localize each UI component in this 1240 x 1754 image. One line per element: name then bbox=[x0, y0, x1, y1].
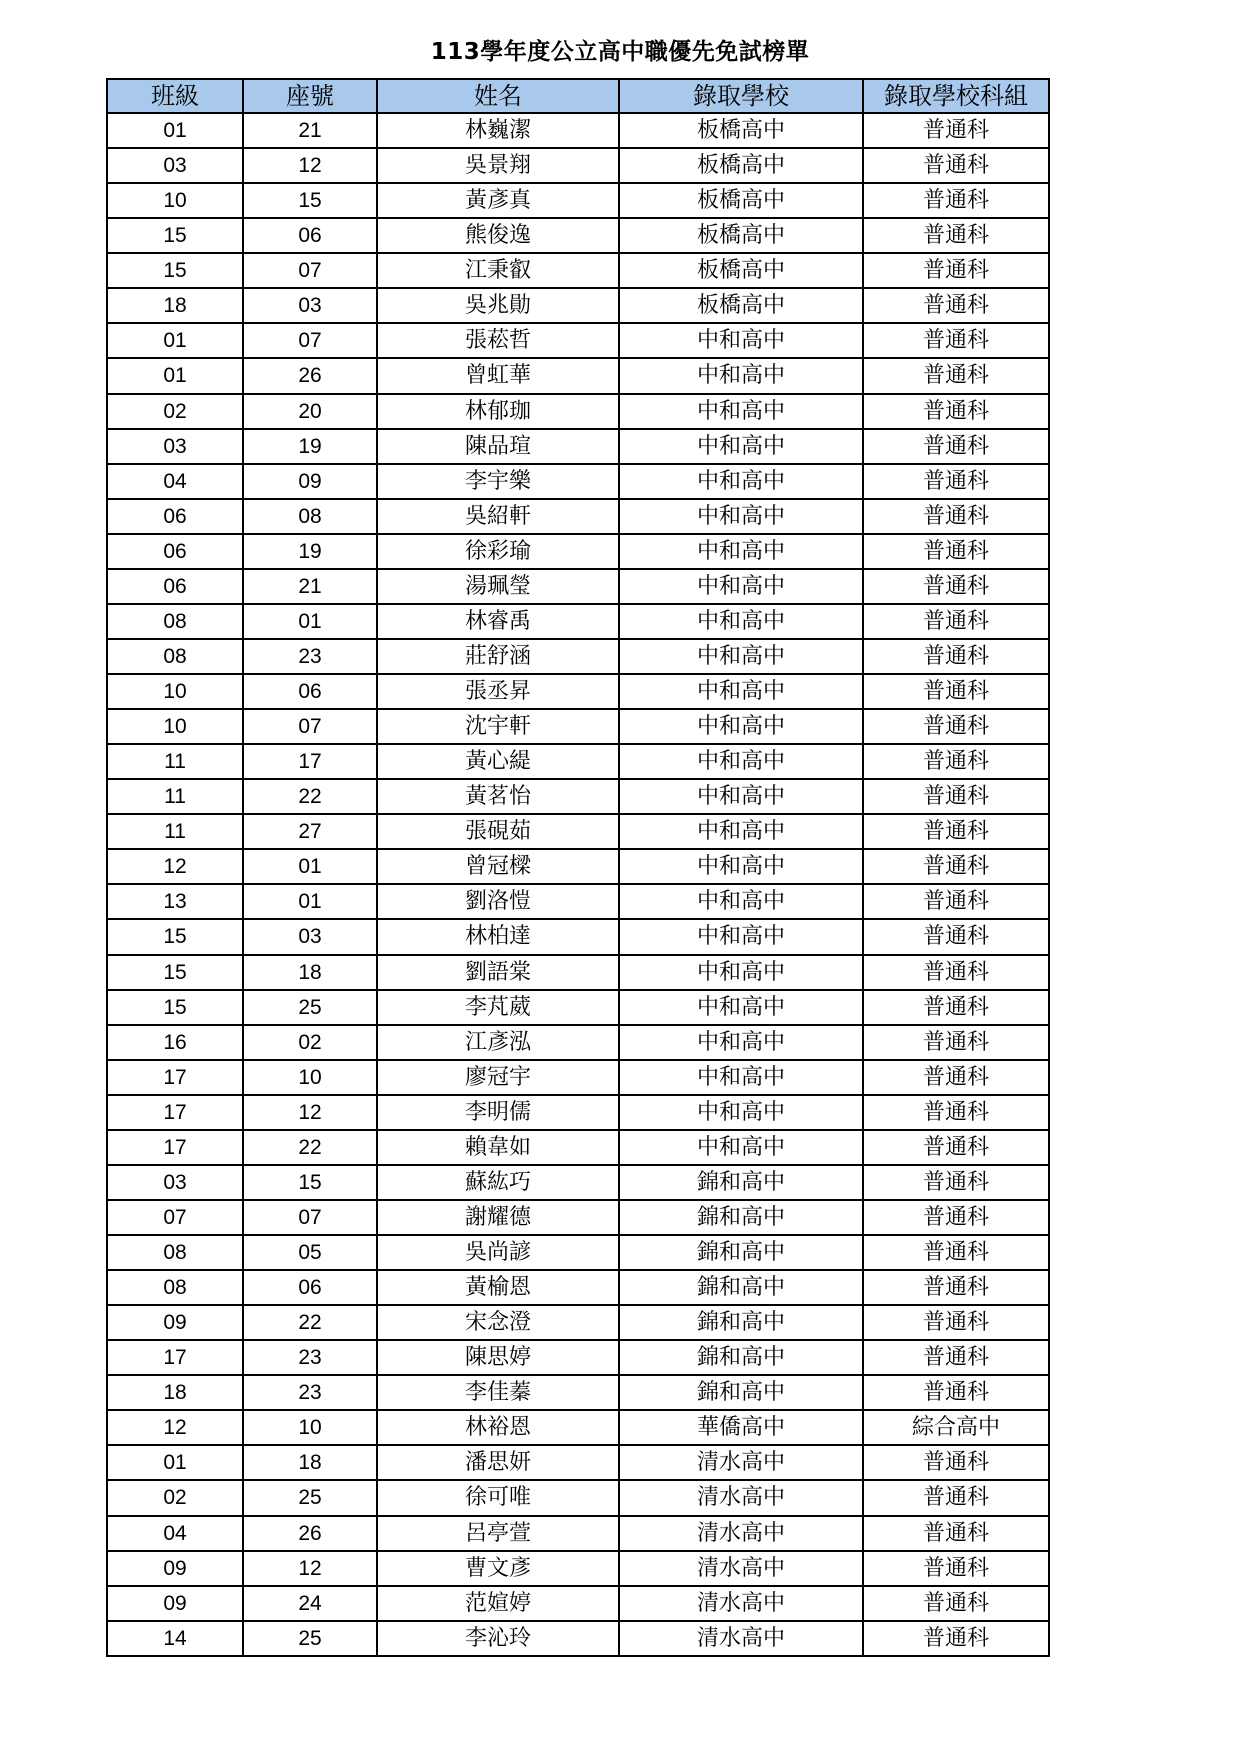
cell-seat-number: 21 bbox=[243, 569, 377, 604]
table-row bbox=[107, 1235, 1049, 1270]
cell-admitted-school: 中和高中 bbox=[619, 744, 863, 779]
table-row bbox=[107, 955, 1049, 990]
cell-seat-number: 07 bbox=[243, 1200, 377, 1235]
cell-seat-number: 06 bbox=[243, 674, 377, 709]
cell-admitted-program: 普通科 bbox=[863, 148, 1049, 183]
cell-admitted-program: 普通科 bbox=[863, 358, 1049, 393]
cell-admitted-program: 普通科 bbox=[863, 499, 1049, 534]
cell-admitted-program: 普通科 bbox=[863, 674, 1049, 709]
cell-admitted-program: 普通科 bbox=[863, 1445, 1049, 1480]
cell-admitted-school: 中和高中 bbox=[619, 569, 863, 604]
cell-class: 10 bbox=[107, 674, 243, 709]
cell-class: 13 bbox=[107, 884, 243, 919]
cell-admitted-program: 普通科 bbox=[863, 1480, 1049, 1515]
cell-class: 17 bbox=[107, 1095, 243, 1130]
cell-admitted-program: 普通科 bbox=[863, 884, 1049, 919]
cell-admitted-school: 板橋高中 bbox=[619, 288, 863, 323]
cell-admitted-school: 清水高中 bbox=[619, 1445, 863, 1480]
table-row bbox=[107, 358, 1049, 393]
cell-name: 李宇樂 bbox=[377, 464, 619, 499]
cell-class: 02 bbox=[107, 394, 243, 429]
cell-admitted-program: 普通科 bbox=[863, 814, 1049, 849]
cell-class: 01 bbox=[107, 323, 243, 358]
cell-name: 林裕恩 bbox=[377, 1410, 619, 1445]
cell-class: 09 bbox=[107, 1586, 243, 1621]
table-row bbox=[107, 779, 1049, 814]
cell-admitted-school: 中和高中 bbox=[619, 779, 863, 814]
cell-admitted-school: 板橋高中 bbox=[619, 148, 863, 183]
cell-name: 吳兆勛 bbox=[377, 288, 619, 323]
cell-seat-number: 03 bbox=[243, 919, 377, 954]
table-row bbox=[107, 323, 1049, 358]
cell-name: 蘇紘巧 bbox=[377, 1165, 619, 1200]
table-row bbox=[107, 1340, 1049, 1375]
cell-admitted-school: 中和高中 bbox=[619, 814, 863, 849]
cell-admitted-school: 錦和高中 bbox=[619, 1165, 863, 1200]
cell-seat-number: 22 bbox=[243, 1130, 377, 1165]
cell-admitted-program: 普通科 bbox=[863, 1375, 1049, 1410]
cell-seat-number: 08 bbox=[243, 499, 377, 534]
cell-admitted-school: 板橋高中 bbox=[619, 253, 863, 288]
table-row bbox=[107, 884, 1049, 919]
cell-class: 17 bbox=[107, 1130, 243, 1165]
cell-class: 06 bbox=[107, 534, 243, 569]
table-row bbox=[107, 1130, 1049, 1165]
cell-admitted-program: 普通科 bbox=[863, 1270, 1049, 1305]
cell-seat-number: 10 bbox=[243, 1060, 377, 1095]
cell-admitted-school: 錦和高中 bbox=[619, 1270, 863, 1305]
cell-seat-number: 25 bbox=[243, 1621, 377, 1656]
cell-class: 18 bbox=[107, 1375, 243, 1410]
cell-name: 黃心緹 bbox=[377, 744, 619, 779]
cell-name: 廖冠宇 bbox=[377, 1060, 619, 1095]
cell-name: 張硯茹 bbox=[377, 814, 619, 849]
cell-admitted-school: 錦和高中 bbox=[619, 1375, 863, 1410]
cell-class: 07 bbox=[107, 1200, 243, 1235]
cell-class: 01 bbox=[107, 1445, 243, 1480]
cell-admitted-school: 中和高中 bbox=[619, 534, 863, 569]
cell-name: 熊俊逸 bbox=[377, 218, 619, 253]
table-row bbox=[107, 919, 1049, 954]
cell-name: 李沁玲 bbox=[377, 1621, 619, 1656]
cell-name: 黃榆恩 bbox=[377, 1270, 619, 1305]
cell-class: 15 bbox=[107, 955, 243, 990]
cell-seat-number: 01 bbox=[243, 884, 377, 919]
table-row bbox=[107, 569, 1049, 604]
table-row bbox=[107, 113, 1049, 148]
cell-name: 李芃葳 bbox=[377, 990, 619, 1025]
cell-admitted-program: 普通科 bbox=[863, 394, 1049, 429]
cell-admitted-school: 中和高中 bbox=[619, 709, 863, 744]
table-row bbox=[107, 990, 1049, 1025]
cell-admitted-school: 中和高中 bbox=[619, 674, 863, 709]
cell-seat-number: 15 bbox=[243, 1165, 377, 1200]
cell-name: 江秉叡 bbox=[377, 253, 619, 288]
cell-admitted-program: 普通科 bbox=[863, 253, 1049, 288]
cell-name: 曹文彥 bbox=[377, 1551, 619, 1586]
table-row bbox=[107, 639, 1049, 674]
cell-admitted-program: 普通科 bbox=[863, 113, 1049, 148]
cell-name: 曾虹華 bbox=[377, 358, 619, 393]
cell-admitted-program: 普通科 bbox=[863, 1621, 1049, 1656]
cell-seat-number: 22 bbox=[243, 1305, 377, 1340]
table-row bbox=[107, 1060, 1049, 1095]
cell-seat-number: 12 bbox=[243, 148, 377, 183]
cell-class: 01 bbox=[107, 358, 243, 393]
cell-seat-number: 23 bbox=[243, 1340, 377, 1375]
cell-class: 14 bbox=[107, 1621, 243, 1656]
cell-admitted-school: 錦和高中 bbox=[619, 1235, 863, 1270]
cell-seat-number: 05 bbox=[243, 1235, 377, 1270]
cell-class: 11 bbox=[107, 744, 243, 779]
cell-name: 李佳蓁 bbox=[377, 1375, 619, 1410]
cell-admitted-program: 普通科 bbox=[863, 218, 1049, 253]
cell-class: 10 bbox=[107, 183, 243, 218]
table-row bbox=[107, 744, 1049, 779]
cell-seat-number: 24 bbox=[243, 1586, 377, 1621]
table-row bbox=[107, 674, 1049, 709]
cell-seat-number: 19 bbox=[243, 429, 377, 464]
cell-admitted-program: 普通科 bbox=[863, 1305, 1049, 1340]
cell-seat-number: 10 bbox=[243, 1410, 377, 1445]
cell-class: 11 bbox=[107, 779, 243, 814]
cell-name: 徐可唯 bbox=[377, 1480, 619, 1515]
cell-admitted-program: 普通科 bbox=[863, 639, 1049, 674]
cell-seat-number: 25 bbox=[243, 990, 377, 1025]
cell-seat-number: 21 bbox=[243, 113, 377, 148]
cell-seat-number: 23 bbox=[243, 1375, 377, 1410]
cell-admitted-program: 普通科 bbox=[863, 464, 1049, 499]
cell-admitted-program: 普通科 bbox=[863, 288, 1049, 323]
cell-seat-number: 06 bbox=[243, 218, 377, 253]
cell-admitted-school: 中和高中 bbox=[619, 358, 863, 393]
cell-admitted-program: 普通科 bbox=[863, 709, 1049, 744]
header-name: 姓名 bbox=[377, 79, 619, 113]
table-row bbox=[107, 1025, 1049, 1060]
cell-name: 林睿禹 bbox=[377, 604, 619, 639]
cell-name: 劉語棠 bbox=[377, 955, 619, 990]
table-body bbox=[107, 113, 1049, 1656]
cell-class: 08 bbox=[107, 604, 243, 639]
table-row bbox=[107, 849, 1049, 884]
cell-name: 張菘哲 bbox=[377, 323, 619, 358]
cell-admitted-program: 普通科 bbox=[863, 1165, 1049, 1200]
cell-class: 03 bbox=[107, 148, 243, 183]
cell-admitted-program: 普通科 bbox=[863, 183, 1049, 218]
table-row bbox=[107, 604, 1049, 639]
cell-name: 林郁珈 bbox=[377, 394, 619, 429]
table-row bbox=[107, 394, 1049, 429]
cell-admitted-school: 中和高中 bbox=[619, 429, 863, 464]
cell-name: 吳尚諺 bbox=[377, 1235, 619, 1270]
cell-admitted-program: 普通科 bbox=[863, 1516, 1049, 1551]
cell-admitted-program: 普通科 bbox=[863, 1235, 1049, 1270]
table-row bbox=[107, 288, 1049, 323]
cell-class: 06 bbox=[107, 499, 243, 534]
cell-admitted-school: 清水高中 bbox=[619, 1551, 863, 1586]
cell-admitted-program: 普通科 bbox=[863, 604, 1049, 639]
cell-class: 03 bbox=[107, 1165, 243, 1200]
cell-name: 黃茗怡 bbox=[377, 779, 619, 814]
cell-admitted-school: 清水高中 bbox=[619, 1480, 863, 1515]
cell-name: 莊舒涵 bbox=[377, 639, 619, 674]
cell-admitted-program: 普通科 bbox=[863, 1586, 1049, 1621]
table-row bbox=[107, 1551, 1049, 1586]
cell-seat-number: 03 bbox=[243, 288, 377, 323]
cell-admitted-program: 普通科 bbox=[863, 323, 1049, 358]
table-row bbox=[107, 148, 1049, 183]
cell-class: 04 bbox=[107, 1516, 243, 1551]
cell-class: 09 bbox=[107, 1305, 243, 1340]
cell-seat-number: 12 bbox=[243, 1095, 377, 1130]
table-row bbox=[107, 1165, 1049, 1200]
cell-admitted-program: 普通科 bbox=[863, 779, 1049, 814]
cell-name: 劉洛愷 bbox=[377, 884, 619, 919]
header-seat-number: 座號 bbox=[243, 79, 377, 113]
cell-admitted-program: 普通科 bbox=[863, 849, 1049, 884]
cell-admitted-program: 普通科 bbox=[863, 1060, 1049, 1095]
cell-class: 18 bbox=[107, 288, 243, 323]
cell-seat-number: 26 bbox=[243, 358, 377, 393]
cell-admitted-school: 清水高中 bbox=[619, 1586, 863, 1621]
cell-admitted-school: 中和高中 bbox=[619, 919, 863, 954]
cell-class: 09 bbox=[107, 1551, 243, 1586]
cell-seat-number: 27 bbox=[243, 814, 377, 849]
cell-admitted-school: 中和高中 bbox=[619, 955, 863, 990]
cell-name: 陳品瑄 bbox=[377, 429, 619, 464]
cell-seat-number: 26 bbox=[243, 1516, 377, 1551]
cell-seat-number: 15 bbox=[243, 183, 377, 218]
table-row bbox=[107, 1095, 1049, 1130]
cell-seat-number: 12 bbox=[243, 1551, 377, 1586]
cell-name: 謝耀德 bbox=[377, 1200, 619, 1235]
cell-seat-number: 07 bbox=[243, 709, 377, 744]
cell-name: 江彥泓 bbox=[377, 1025, 619, 1060]
cell-name: 呂亭萱 bbox=[377, 1516, 619, 1551]
table-row bbox=[107, 1516, 1049, 1551]
cell-seat-number: 23 bbox=[243, 639, 377, 674]
cell-name: 范媗婷 bbox=[377, 1586, 619, 1621]
cell-admitted-school: 中和高中 bbox=[619, 990, 863, 1025]
cell-name: 潘思妍 bbox=[377, 1445, 619, 1480]
cell-admitted-program: 普通科 bbox=[863, 919, 1049, 954]
cell-admitted-school: 華僑高中 bbox=[619, 1410, 863, 1445]
cell-name: 林巍潔 bbox=[377, 113, 619, 148]
cell-admitted-program: 普通科 bbox=[863, 1130, 1049, 1165]
table-row bbox=[107, 1621, 1049, 1656]
cell-seat-number: 25 bbox=[243, 1480, 377, 1515]
cell-admitted-school: 清水高中 bbox=[619, 1516, 863, 1551]
cell-admitted-program: 普通科 bbox=[863, 1200, 1049, 1235]
cell-admitted-program: 普通科 bbox=[863, 990, 1049, 1025]
cell-seat-number: 19 bbox=[243, 534, 377, 569]
header-admitted-school: 錄取學校 bbox=[619, 79, 863, 113]
cell-class: 12 bbox=[107, 849, 243, 884]
cell-seat-number: 17 bbox=[243, 744, 377, 779]
cell-class: 15 bbox=[107, 253, 243, 288]
cell-name: 吳景翔 bbox=[377, 148, 619, 183]
cell-admitted-school: 錦和高中 bbox=[619, 1200, 863, 1235]
table-row bbox=[107, 464, 1049, 499]
cell-name: 徐彩瑜 bbox=[377, 534, 619, 569]
cell-admitted-school: 板橋高中 bbox=[619, 113, 863, 148]
cell-name: 湯珮瑩 bbox=[377, 569, 619, 604]
cell-seat-number: 06 bbox=[243, 1270, 377, 1305]
cell-admitted-school: 中和高中 bbox=[619, 1095, 863, 1130]
cell-admitted-school: 中和高中 bbox=[619, 394, 863, 429]
cell-class: 11 bbox=[107, 814, 243, 849]
cell-admitted-school: 板橋高中 bbox=[619, 218, 863, 253]
table-row bbox=[107, 1200, 1049, 1235]
cell-admitted-program: 普通科 bbox=[863, 534, 1049, 569]
cell-seat-number: 07 bbox=[243, 253, 377, 288]
header-admitted-program: 錄取學校科組 bbox=[863, 79, 1049, 113]
cell-admitted-school: 中和高中 bbox=[619, 499, 863, 534]
cell-admitted-program: 普通科 bbox=[863, 1025, 1049, 1060]
table-header-row bbox=[107, 79, 1049, 113]
cell-class: 04 bbox=[107, 464, 243, 499]
cell-name: 賴韋如 bbox=[377, 1130, 619, 1165]
cell-admitted-school: 清水高中 bbox=[619, 1621, 863, 1656]
table-row bbox=[107, 1270, 1049, 1305]
cell-seat-number: 01 bbox=[243, 604, 377, 639]
cell-class: 01 bbox=[107, 113, 243, 148]
cell-admitted-program: 普通科 bbox=[863, 429, 1049, 464]
cell-admitted-program: 綜合高中 bbox=[863, 1410, 1049, 1445]
table-row bbox=[107, 429, 1049, 464]
cell-class: 15 bbox=[107, 218, 243, 253]
cell-admitted-school: 錦和高中 bbox=[619, 1340, 863, 1375]
header-class: 班級 bbox=[107, 79, 243, 113]
cell-class: 17 bbox=[107, 1340, 243, 1375]
cell-admitted-program: 普通科 bbox=[863, 1095, 1049, 1130]
table-row bbox=[107, 253, 1049, 288]
cell-admitted-school: 中和高中 bbox=[619, 323, 863, 358]
cell-admitted-program: 普通科 bbox=[863, 1340, 1049, 1375]
cell-admitted-program: 普通科 bbox=[863, 569, 1049, 604]
cell-admitted-school: 錦和高中 bbox=[619, 1305, 863, 1340]
cell-seat-number: 18 bbox=[243, 955, 377, 990]
cell-class: 10 bbox=[107, 709, 243, 744]
cell-name: 吳紹軒 bbox=[377, 499, 619, 534]
cell-seat-number: 02 bbox=[243, 1025, 377, 1060]
cell-class: 17 bbox=[107, 1060, 243, 1095]
cell-class: 15 bbox=[107, 919, 243, 954]
table-row bbox=[107, 709, 1049, 744]
cell-seat-number: 07 bbox=[243, 323, 377, 358]
table-row bbox=[107, 1586, 1049, 1621]
cell-class: 08 bbox=[107, 1235, 243, 1270]
table-row bbox=[107, 218, 1049, 253]
admission-table bbox=[106, 78, 1050, 1657]
cell-class: 08 bbox=[107, 1270, 243, 1305]
cell-name: 陳思婷 bbox=[377, 1340, 619, 1375]
cell-name: 黃彥真 bbox=[377, 183, 619, 218]
table-row bbox=[107, 1410, 1049, 1445]
table-row bbox=[107, 1445, 1049, 1480]
cell-admitted-school: 中和高中 bbox=[619, 1060, 863, 1095]
table-row bbox=[107, 183, 1049, 218]
cell-seat-number: 18 bbox=[243, 1445, 377, 1480]
cell-class: 08 bbox=[107, 639, 243, 674]
cell-class: 15 bbox=[107, 990, 243, 1025]
cell-admitted-program: 普通科 bbox=[863, 744, 1049, 779]
cell-name: 李明儒 bbox=[377, 1095, 619, 1130]
cell-name: 沈宇軒 bbox=[377, 709, 619, 744]
cell-name: 宋念澄 bbox=[377, 1305, 619, 1340]
table-row bbox=[107, 814, 1049, 849]
cell-name: 曾冠樑 bbox=[377, 849, 619, 884]
table-row bbox=[107, 534, 1049, 569]
table-row bbox=[107, 1375, 1049, 1410]
table-row bbox=[107, 1480, 1049, 1515]
cell-admitted-program: 普通科 bbox=[863, 955, 1049, 990]
cell-class: 16 bbox=[107, 1025, 243, 1060]
cell-admitted-school: 中和高中 bbox=[619, 1130, 863, 1165]
cell-seat-number: 22 bbox=[243, 779, 377, 814]
cell-name: 張丞昇 bbox=[377, 674, 619, 709]
cell-admitted-school: 中和高中 bbox=[619, 639, 863, 674]
cell-seat-number: 01 bbox=[243, 849, 377, 884]
cell-class: 03 bbox=[107, 429, 243, 464]
cell-name: 林柏達 bbox=[377, 919, 619, 954]
cell-class: 06 bbox=[107, 569, 243, 604]
cell-admitted-school: 中和高中 bbox=[619, 1025, 863, 1060]
cell-seat-number: 20 bbox=[243, 394, 377, 429]
table-row bbox=[107, 499, 1049, 534]
table-row bbox=[107, 1305, 1049, 1340]
cell-class: 02 bbox=[107, 1480, 243, 1515]
cell-admitted-school: 中和高中 bbox=[619, 884, 863, 919]
cell-admitted-school: 中和高中 bbox=[619, 849, 863, 884]
page-title: 113學年度公立高中職優先免試榜單 bbox=[430, 39, 810, 65]
cell-admitted-program: 普通科 bbox=[863, 1551, 1049, 1586]
cell-admitted-school: 中和高中 bbox=[619, 604, 863, 639]
cell-seat-number: 09 bbox=[243, 464, 377, 499]
cell-admitted-school: 中和高中 bbox=[619, 464, 863, 499]
cell-admitted-school: 板橋高中 bbox=[619, 183, 863, 218]
cell-class: 12 bbox=[107, 1410, 243, 1445]
